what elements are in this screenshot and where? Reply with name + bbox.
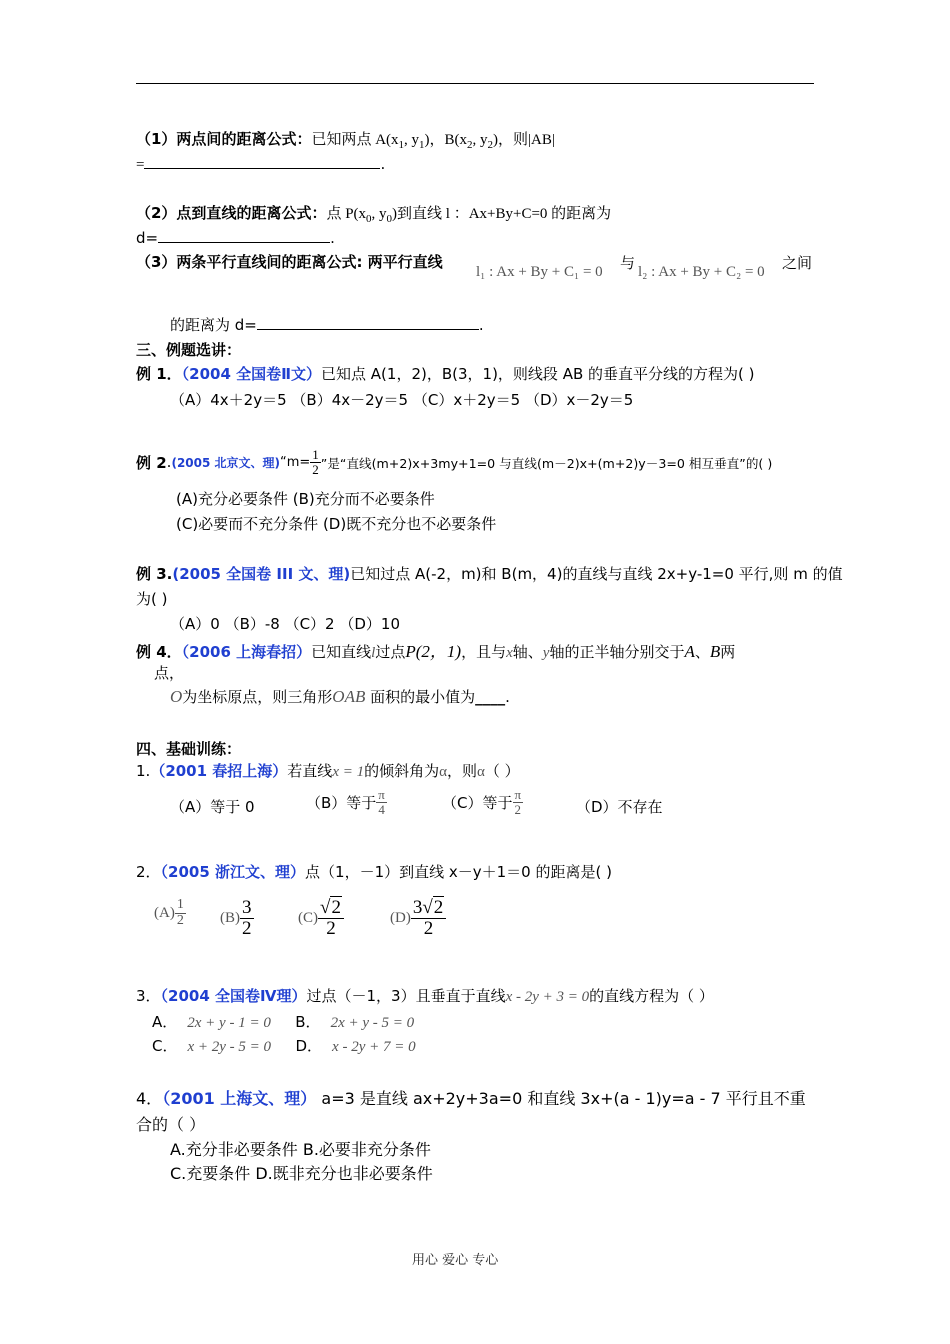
question-2-option-c: (C) $\frac{√2}{2}$ (298, 898, 344, 939)
question-4-options-cd: C.充要条件 D.既非充分也非必要条件 (170, 1164, 433, 1183)
question-1-option-c: （C）等于 $\frac{\pi}{2}$ (442, 787, 522, 817)
question-1-source: （2001 春招上海） (150, 762, 288, 780)
section-3-title: 三、例题选讲： (136, 341, 242, 359)
formula-3: （3）两条平行直线间的距离公式: 两平行直线 (136, 253, 443, 271)
answer-blank[interactable] (158, 228, 330, 243)
example-4-cont2: O为坐标原点，则三角形OAB 面积的最小值为____. (170, 687, 510, 706)
formula-2-label: （2）点到直线的距离公式： (136, 204, 327, 222)
line-equation-2: l₂ : Ax + By + C₂ = 0 (638, 264, 765, 280)
formula-1 (136, 128, 555, 151)
question-4-options-ab: A.充分非必要条件 B.必要非充分条件 (170, 1140, 431, 1159)
formula-1-text: 已知两点 $A(x_1$, $y_1$)，$B(x_2$, $y_2$)，则|AB| (311, 132, 555, 151)
question-2-source: （2005 浙江文、理） (160, 863, 306, 881)
question-2: 2．（2005 浙江文、理）点（1，－1）到直线 x－y＋1＝0 的距离是( ) (136, 863, 612, 881)
example-1-options: （A）4x＋2y＝5 （B）4x－2y＝5 （C）x＋2y＝5 （D）x－2y＝5 (170, 391, 634, 409)
example-3-cont: 为( ) (136, 590, 168, 608)
question-4-source: （2001 上海文、理） (162, 1089, 317, 1108)
answer-blank[interactable] (144, 154, 380, 169)
question-2-option-a: (A) $\frac{1}{2}$ (154, 897, 184, 928)
example-1-source: （2004 全国卷Ⅱ文） (181, 365, 322, 383)
formula-3-label: （3）两条平行直线间的距离公式: (136, 253, 363, 271)
line-equation-1: l₁ : Ax + By + C₁ = 0 (476, 264, 603, 280)
example-2-options-cd: (C)必要而不充分条件 (D)既不充分也不必要条件 (176, 515, 497, 533)
page-footer: 用心 爱心 专心 (412, 1253, 499, 1268)
example-3: 例 3.(2005 全国卷 III 文、理)已知过点 A(-2，m)和 B(m，4)的直线与直线 2x+y-1=0 平行,则 m 的值 (136, 565, 843, 583)
fraction-one-half: $\frac{1}{2}$ (312, 446, 319, 477)
question-3-options-ab: A． 2x + y - 1 = 0 B． 2x + y - 5 = 0 (152, 1013, 415, 1031)
formula-2-answer: d= . (136, 229, 335, 247)
answer-blank[interactable] (257, 315, 479, 330)
question-1-option-d: （D）不存在 (576, 798, 663, 816)
example-4-source: （2006 上海春招） (181, 643, 312, 661)
question-1-option-a: （A）等于 0 (170, 798, 255, 816)
answer-blank[interactable]: ____ (475, 688, 506, 706)
example-2: 例 2 . (2005 北京文、理) “m= $\frac{1}{2}$ ”是“直线(m+2)x+3my+1=0 与直线(m－2)x+(m+2)y－3=0 相互垂直”的( ) (136, 446, 773, 477)
example-4-cont: 点， (154, 664, 185, 682)
question-1: 1.（2001 春招上海）若直线x = 1的倾斜角为α，则α（ ） (136, 762, 520, 780)
section-4-title: 四、基础训练： (136, 740, 242, 758)
question-3-options-cd: C． x + 2y - 5 = 0 D． x - 2y + 7 = 0 (152, 1037, 416, 1055)
question-3-source: （2004 全国卷Ⅳ理） (160, 987, 307, 1005)
question-4-cont: 合的（ ） (136, 1115, 206, 1134)
question-1-option-b: （B）等于 $\frac{\pi}{4}$ (306, 787, 385, 817)
example-3-options: （A）0 （B）-8 （C）2 （D）10 (170, 615, 401, 633)
formula-1-label: （1）两点间的距离公式： (136, 130, 312, 148)
question-3: 3．（2004 全国卷Ⅳ理）过点（－1，3）且垂直于直线x - 2y + 3 = 0的直线方程为（ ） (136, 987, 714, 1005)
and-text: 与 (620, 254, 636, 272)
example-4: 例 4．（2006 上海春招）已知直线l过点P(2，1)，且与x轴、y轴的正半轴分别交于A、B两 (136, 642, 736, 661)
question-2-option-d: (D) $\frac{3√2}{2}$ (390, 898, 446, 939)
example-2-source: (2005 北京文、理) (171, 455, 280, 470)
example-2-options-ab: (A)充分必要条件 (B)充分而不必要条件 (176, 490, 435, 508)
example-3-source: (2005 全国卷 III 文、理) (172, 565, 351, 583)
formula-2-text: 点 $P(x_0$, $y_0$)到直线 l ：Ax+By+C=0 的距离为 (326, 206, 612, 225)
between-text: 之间 (782, 254, 813, 272)
question-2-option-b: (B) $\frac{3}{2}$ (220, 897, 252, 939)
formula-2 (136, 202, 611, 225)
question-4: 4．（2001 上海文、理） a=3 是直线 ax+2y+3a=0 和直线 3x+(a - 1)y=a - 7 平行且不重 (136, 1089, 806, 1108)
example-1: 例 1．（2004 全国卷Ⅱ文）已知点 A(1，2)，B(3，1)，则线段 AB 的垂直平分线的方程为( ) (136, 365, 755, 383)
header-rule (136, 83, 814, 84)
formula-1-answer: = . (136, 155, 386, 173)
formula-3-answer: 的距离为 d= . (170, 316, 484, 334)
